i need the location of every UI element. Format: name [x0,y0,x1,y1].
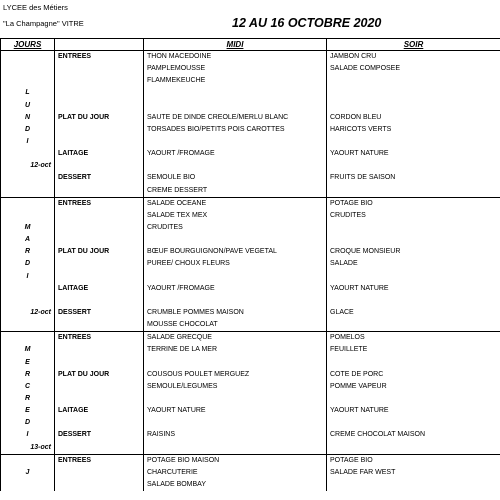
table-row [1,319,500,332]
category-cell [55,393,144,405]
day-cell: D [1,258,55,270]
category-cell: PLAT DU JOUR [55,369,144,381]
table-row [1,234,500,246]
category-cell: ENTREES [55,454,144,467]
category-cell [55,344,144,356]
menu-title: 12 AU 16 OCTOBRE 2020 [232,16,382,30]
day-cell: E [1,405,55,417]
midi-cell [144,160,327,172]
soir-cell: SALADE FAR WEST [327,467,500,479]
midi-cell: YAOURT /FROMAGE [144,283,327,295]
midi-cell: SEMOULE/LEGUMES [144,381,327,393]
soir-cell [327,75,500,87]
category-cell: LAITAGE [55,405,144,417]
soir-cell: SALADE COMPOSEE [327,63,500,75]
day-cell [1,454,55,467]
day-cell [1,479,55,491]
day-cell: E [1,357,55,369]
category-cell: DESSERT [55,172,144,184]
table-row [1,381,500,393]
school-location: "La Champagne" VITRE [3,19,84,28]
category-cell [55,136,144,148]
day-cell: R [1,246,55,258]
category-cell [55,467,144,479]
midi-cell: MOUSSE CHOCOLAT [144,319,327,332]
day-cell: M [1,222,55,234]
category-cell [55,210,144,222]
category-cell [55,222,144,234]
midi-cell: THON MACEDOINE [144,51,327,64]
header-jours: JOURS [1,39,55,51]
soir-cell: CORDON BLEU [327,112,500,124]
soir-cell [327,222,500,234]
soir-cell [327,100,500,112]
midi-cell [144,417,327,429]
category-cell [55,479,144,491]
table-row [1,271,500,283]
school-name: LYCEE des Métiers [3,3,68,12]
category-cell: PLAT DU JOUR [55,246,144,258]
midi-cell: YAOURT NATURE [144,405,327,417]
soir-cell: HARICOTS VERTS [327,124,500,136]
soir-cell [327,160,500,172]
table-row [1,332,500,345]
day-cell: 12-oct [1,160,55,172]
day-cell: C [1,381,55,393]
day-cell: I [1,136,55,148]
category-cell [55,185,144,198]
table-row [1,405,500,417]
table-row [1,222,500,234]
header-category [55,39,144,51]
midi-cell: TORSADES BIO/PETITS POIS CAROTTES [144,124,327,136]
soir-cell: POMELOS [327,332,500,345]
soir-cell: SALADE [327,258,500,270]
table-row [1,160,500,172]
table-row [1,185,500,198]
midi-cell: CRUDITES [144,222,327,234]
soir-cell: YAOURT NATURE [327,283,500,295]
midi-cell: CRUMBLE POMMES MAISON [144,307,327,319]
category-cell [55,442,144,455]
day-cell: 12-oct [1,307,55,319]
midi-cell [144,442,327,455]
day-cell [1,185,55,198]
midi-cell: SALADE TEX MEX [144,210,327,222]
table-row [1,210,500,222]
day-cell: R [1,369,55,381]
day-cell: N [1,112,55,124]
soir-cell: COTE DE PORC [327,369,500,381]
day-cell [1,295,55,307]
midi-cell: TERRINE DE LA MER [144,344,327,356]
midi-cell: SALADE BOMBAY [144,479,327,491]
category-cell [55,258,144,270]
day-cell [1,172,55,184]
midi-cell: PUREE/ CHOUX FLEURS [144,258,327,270]
category-cell: DESSERT [55,307,144,319]
midi-cell [144,357,327,369]
table-row [1,417,500,429]
soir-cell [327,185,500,198]
table-row [1,100,500,112]
table-row [1,454,500,467]
table-row [1,75,500,87]
midi-cell [144,393,327,405]
category-cell [55,381,144,393]
day-cell [1,283,55,295]
soir-cell [327,393,500,405]
soir-cell [327,295,500,307]
midi-cell: CHARCUTERIE [144,467,327,479]
table-row [1,344,500,356]
table-row [1,246,500,258]
day-cell [1,210,55,222]
soir-cell: JAMBON CRU [327,51,500,64]
category-cell [55,100,144,112]
category-cell: ENTREES [55,197,144,210]
table-row [1,112,500,124]
category-cell [55,160,144,172]
day-cell [1,197,55,210]
category-cell: DESSERT [55,429,144,441]
category-cell [55,271,144,283]
header-row [1,39,500,51]
day-cell [1,332,55,345]
soir-cell [327,234,500,246]
day-cell: J [1,467,55,479]
table-row [1,124,500,136]
category-cell [55,87,144,99]
table-row [1,172,500,184]
category-cell [55,124,144,136]
soir-cell: POMME VAPEUR [327,381,500,393]
soir-cell: GLACE [327,307,500,319]
table-row [1,357,500,369]
day-cell: D [1,124,55,136]
category-cell [55,234,144,246]
table-row [1,307,500,319]
category-cell [55,295,144,307]
table-row [1,136,500,148]
midi-cell [144,87,327,99]
midi-cell: SALADE OCEANE [144,197,327,210]
day-cell: I [1,271,55,283]
day-cell: A [1,234,55,246]
soir-cell [327,319,500,332]
soir-cell: CREME CHOCOLAT MAISON [327,429,500,441]
soir-cell [327,136,500,148]
category-cell [55,319,144,332]
day-cell [1,51,55,64]
table-row [1,258,500,270]
soir-cell [327,417,500,429]
day-cell [1,319,55,332]
midi-cell: SALADE GRECQUE [144,332,327,345]
day-cell: M [1,344,55,356]
day-cell [1,63,55,75]
midi-cell: RAISINS [144,429,327,441]
table-row [1,51,500,64]
table-row [1,479,500,491]
category-cell: LAITAGE [55,148,144,160]
day-cell: U [1,100,55,112]
soir-cell [327,87,500,99]
category-cell [55,63,144,75]
category-cell: LAITAGE [55,283,144,295]
soir-cell: FEUILLETE [327,344,500,356]
category-cell [55,357,144,369]
soir-cell: POTAGE BIO [327,454,500,467]
midi-cell: FLAMMEKEUCHE [144,75,327,87]
midi-cell: SEMOULE BIO [144,172,327,184]
midi-cell: PAMPLEMOUSSE [144,63,327,75]
table-row [1,283,500,295]
soir-cell: YAOURT NATURE [327,148,500,160]
soir-cell [327,442,500,455]
day-cell [1,75,55,87]
table-row [1,467,500,479]
day-cell: R [1,393,55,405]
table-row [1,87,500,99]
table-row [1,63,500,75]
table-row [1,393,500,405]
day-cell: 13-oct [1,442,55,455]
soir-cell [327,357,500,369]
table-row [1,429,500,441]
soir-cell: POTAGE BIO [327,197,500,210]
table-row [1,369,500,381]
soir-cell: CROQUE MONSIEUR [327,246,500,258]
midi-cell: POTAGE BIO MAISON [144,454,327,467]
soir-cell: CRUDITES [327,210,500,222]
day-cell: L [1,87,55,99]
day-cell [1,148,55,160]
menu-table [0,38,500,491]
table-row [1,295,500,307]
midi-cell [144,234,327,246]
midi-cell: SAUTE DE DINDE CREOLE/MERLU BLANC [144,112,327,124]
soir-cell [327,271,500,283]
midi-cell [144,100,327,112]
category-cell: PLAT DU JOUR [55,112,144,124]
category-cell [55,417,144,429]
midi-cell [144,295,327,307]
midi-cell [144,136,327,148]
category-cell [55,75,144,87]
header-midi: MIDI [144,39,327,51]
midi-cell: YAOURT /FROMAGE [144,148,327,160]
day-cell: I [1,429,55,441]
midi-cell [144,271,327,283]
soir-cell: YAOURT NATURE [327,405,500,417]
soir-cell [327,479,500,491]
category-cell: ENTREES [55,51,144,64]
table-row [1,148,500,160]
midi-cell: CREME DESSERT [144,185,327,198]
midi-cell: COUSOUS POULET MERGUEZ [144,369,327,381]
table-row [1,442,500,455]
midi-cell: BŒUF BOURGUIGNON/PAVE VEGETAL [144,246,327,258]
menu-body [1,51,500,492]
table-row [1,197,500,210]
soir-cell: FRUITS DE SAISON [327,172,500,184]
day-cell: D [1,417,55,429]
category-cell: ENTREES [55,332,144,345]
header-soir: SOIR [327,39,500,51]
